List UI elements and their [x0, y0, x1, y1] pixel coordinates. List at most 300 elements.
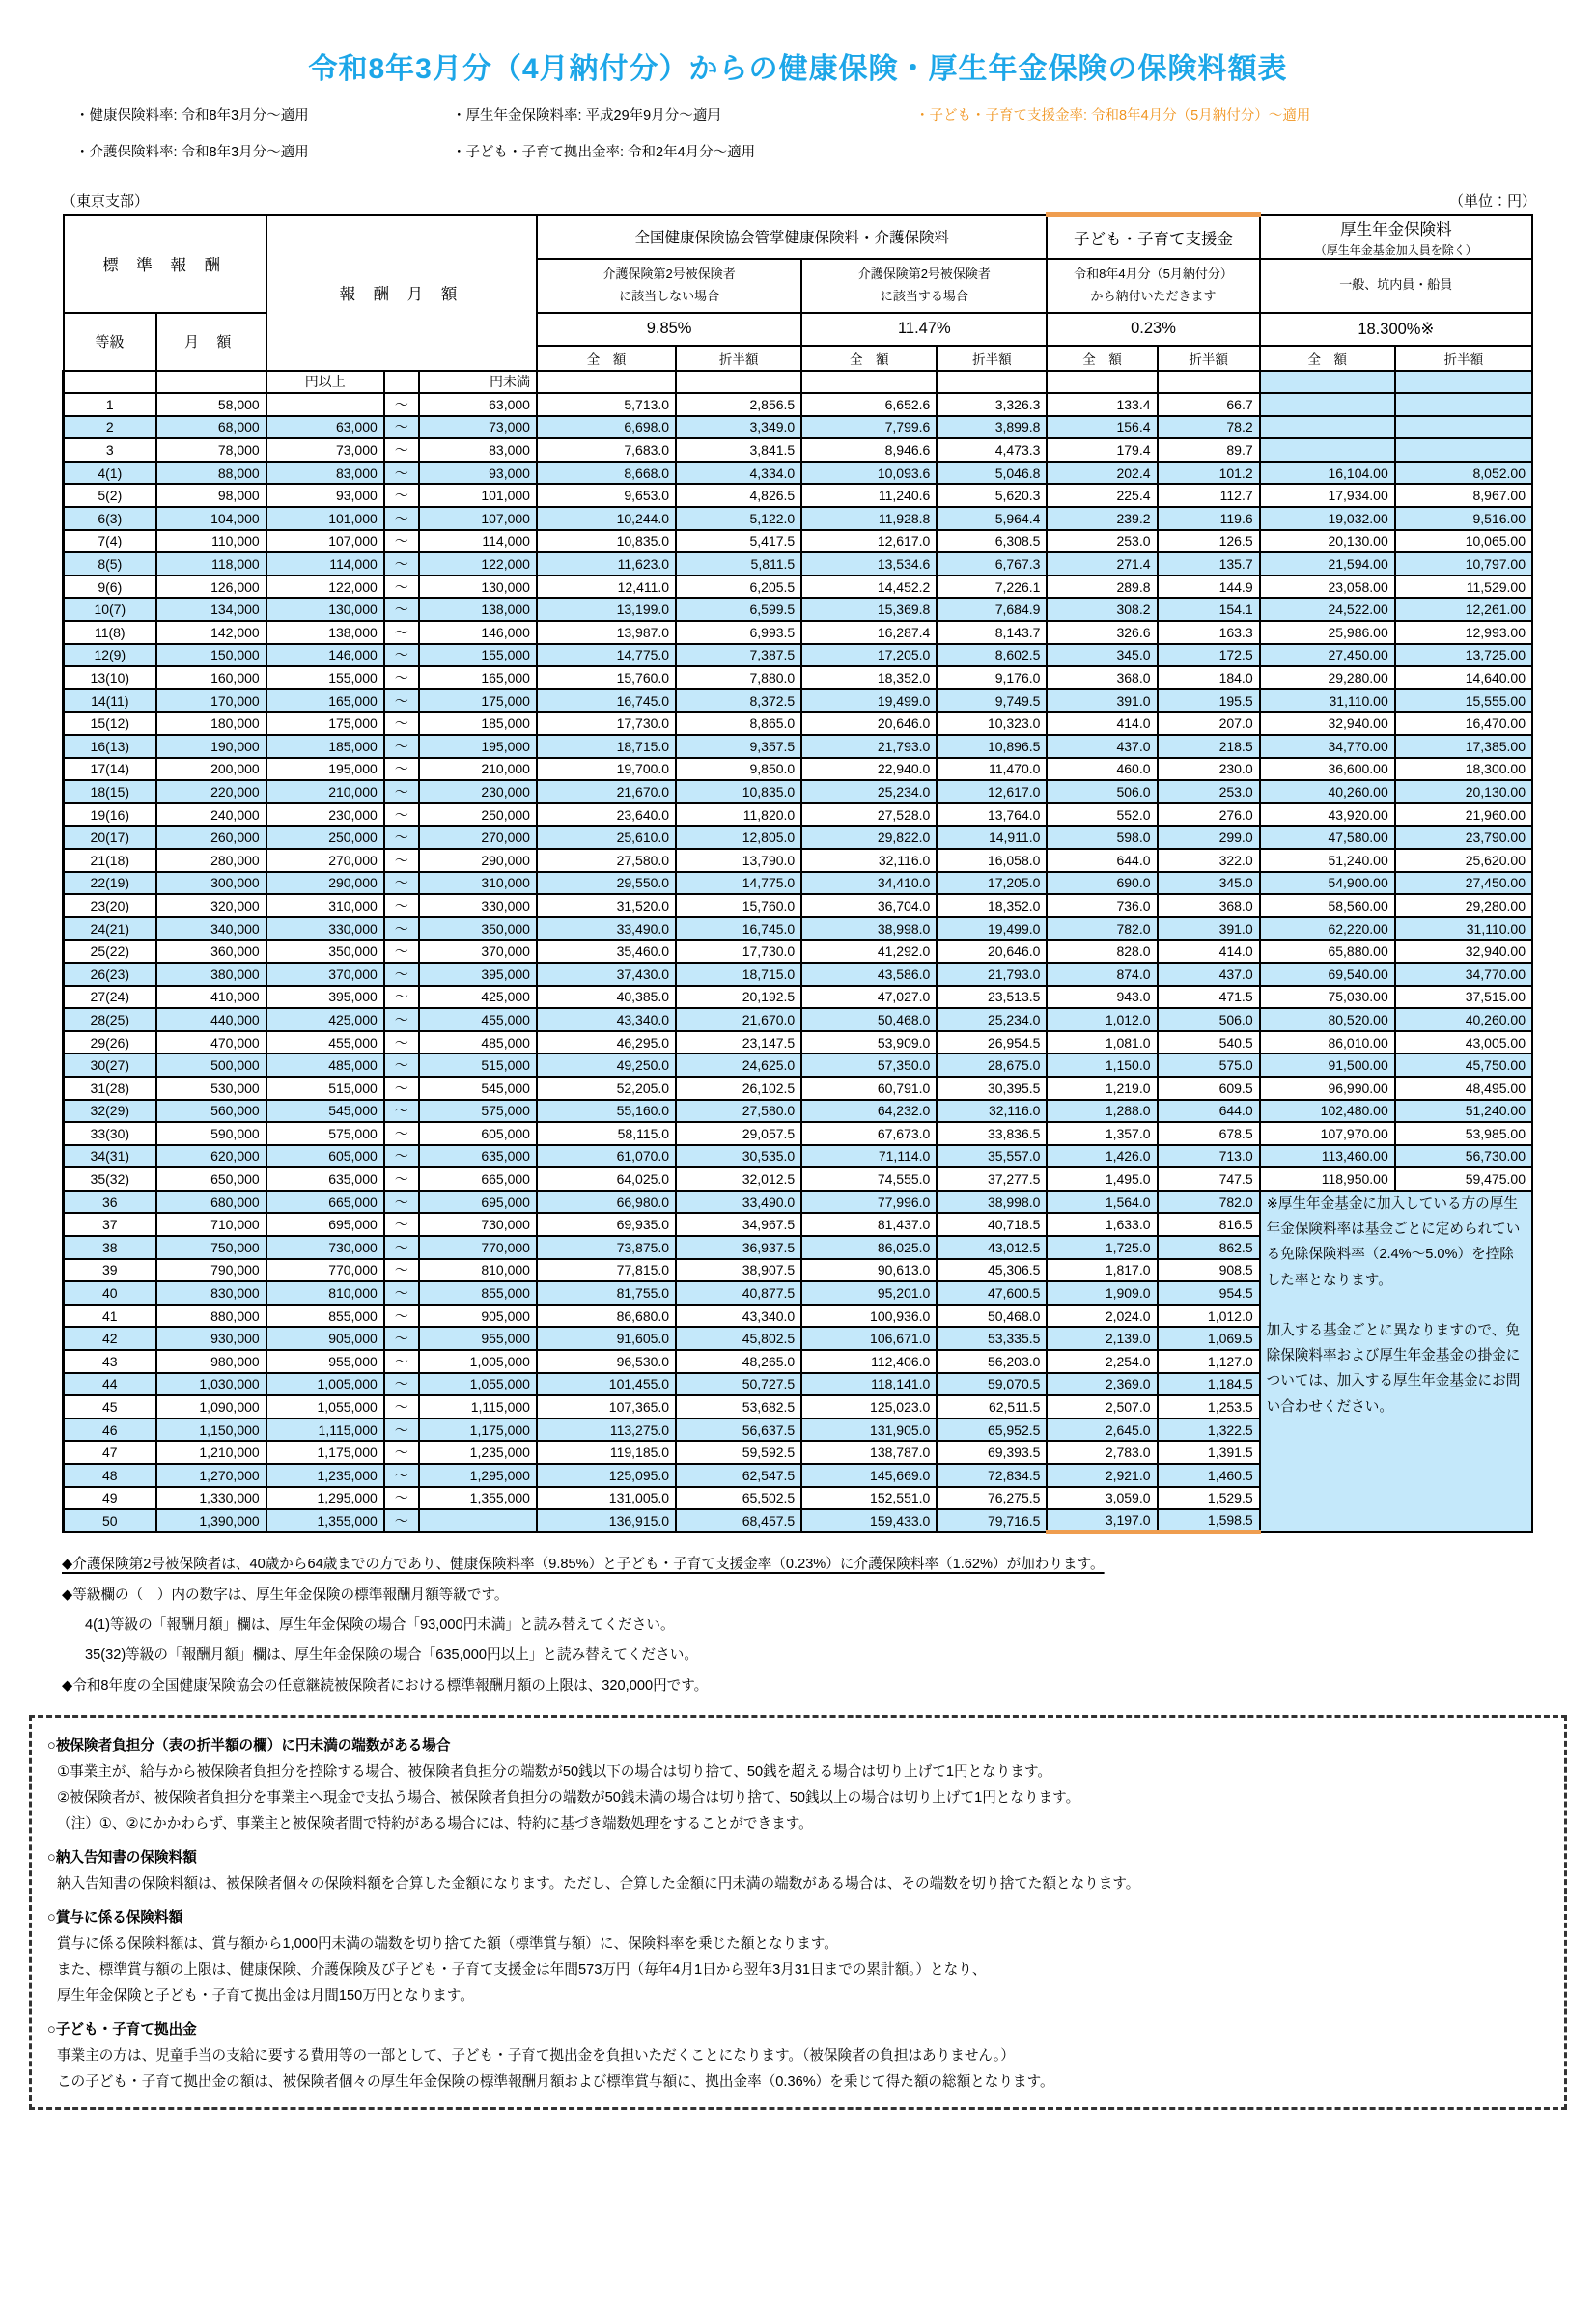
- cell-pension-full: 58,560.00: [1260, 894, 1395, 917]
- cell-grade: 30(27): [64, 1053, 156, 1077]
- table-meta-row: [0, 183, 1596, 212]
- cell-lower: 485,000: [266, 1053, 384, 1077]
- cell-health-full: 27,580.0: [537, 849, 676, 872]
- cell-health-full: 29,550.0: [537, 872, 676, 895]
- cell-pension-full: 31,110.00: [1260, 689, 1395, 713]
- cell-support-half: 119.6: [1158, 507, 1260, 530]
- table-row: [64, 484, 1533, 507]
- cell-monthly: 190,000: [156, 735, 266, 758]
- cell-support-half: 163.3: [1158, 621, 1260, 644]
- cell-tilde: ～: [384, 552, 419, 576]
- cell-monthly: 930,000: [156, 1327, 266, 1350]
- cell-tilde: ～: [384, 803, 419, 827]
- cell-grade: 17(14): [64, 758, 156, 781]
- cell-support-full: 828.0: [1047, 940, 1157, 963]
- box-section-title: ○子ども・子育て拠出金: [47, 2022, 197, 2037]
- cell-grade: 41: [64, 1305, 156, 1328]
- cell-care-half: 10,896.5: [937, 735, 1047, 758]
- cell-pension-half: 23,790.00: [1395, 826, 1532, 849]
- table-row: [64, 894, 1533, 917]
- cell-tilde: ～: [384, 1418, 419, 1442]
- cell-lower: 185,000: [266, 735, 384, 758]
- cell-health-half: 65,502.5: [676, 1487, 801, 1510]
- table-row: [64, 1167, 1533, 1191]
- table-row: [64, 644, 1533, 667]
- cell-care-half: 79,716.5: [937, 1509, 1047, 1532]
- cell-support-half: 345.0: [1158, 872, 1260, 895]
- cell-pension-half: [1395, 393, 1532, 416]
- cell-grade: 42: [64, 1327, 156, 1350]
- cell-tilde: ～: [384, 1008, 419, 1031]
- cell-care-full: 74,555.0: [801, 1167, 937, 1191]
- cell-pension-full: 20,130.00: [1260, 530, 1395, 553]
- cell-upper: 575,000: [419, 1100, 537, 1123]
- cell-upper: 605,000: [419, 1122, 537, 1145]
- pension-group-subtitle: （厚生年金基金加入員を除く）: [1314, 242, 1477, 257]
- cell-tilde: ～: [384, 1031, 419, 1054]
- footnote-text: 35(32)等級の「報酬月額」欄は、厚生年金保険の場合「635,000円以上」と読み替えてください。: [85, 1647, 698, 1664]
- cell-monthly: 340,000: [156, 917, 266, 941]
- cell-care-full: 100,936.0: [801, 1305, 937, 1328]
- cell-upper: 695,000: [419, 1191, 537, 1214]
- table-row: [64, 940, 1533, 963]
- cell-support-full: 368.0: [1047, 666, 1157, 689]
- header-kyokai-group: 全国健康保険協会管掌健康保険料・介護保険料: [537, 215, 1047, 259]
- cell-care-full: 131,905.0: [801, 1418, 937, 1442]
- cell-pension-half: 21,960.00: [1395, 803, 1532, 827]
- cell-support-half: 1,322.5: [1158, 1418, 1260, 1442]
- cell-health-full: 101,455.0: [537, 1373, 676, 1396]
- support-period-line2: から納付いただきます: [1090, 288, 1217, 303]
- cell-monthly: 160,000: [156, 666, 266, 689]
- cell-tilde: ～: [384, 1122, 419, 1145]
- rate-health: 9.85%: [537, 313, 801, 346]
- cell-support-half: 1,529.5: [1158, 1487, 1260, 1510]
- cell-lower: 770,000: [266, 1259, 384, 1282]
- box-section-line: この子ども・子育て拠出金の額は、被保険者個々の厚生年金保険の標準報酬月額および標準賞与額に、拠出金率（0.36%）を乗じて得た額の総額となります。: [57, 2073, 1054, 2090]
- box-section-line: 納入告知書の保険料額は、被保険者個々の保険料額を合算した金額になります。ただし、合算した金額に円未満の端数がある場合は、その端数を切り捨てた額となります。: [57, 1876, 1140, 1893]
- cell-monthly: 134,000: [156, 598, 266, 621]
- cell-health-half: 26,102.5: [676, 1077, 801, 1100]
- cell-health-half: 56,637.5: [676, 1418, 801, 1442]
- cell-grade: 34(31): [64, 1145, 156, 1168]
- cell-care-full: 6,652.6: [801, 393, 937, 416]
- cell-upper: 1,355,000: [419, 1487, 537, 1510]
- cell-care-half: 26,954.5: [937, 1031, 1047, 1054]
- footnote: [85, 1611, 1596, 1641]
- cell-grade: 14(11): [64, 689, 156, 713]
- cell-pension-full: 118,950.00: [1260, 1167, 1395, 1191]
- header-care-not-applicable: [537, 259, 801, 313]
- cell-upper: 250,000: [419, 803, 537, 827]
- cell-care-full: [801, 371, 937, 394]
- cell-health-full: 46,295.0: [537, 1031, 676, 1054]
- cell-pension-half: 37,515.00: [1395, 986, 1532, 1009]
- cell-care-full: 67,673.0: [801, 1122, 937, 1145]
- rate-health-care: 11.47%: [801, 313, 1047, 346]
- unit-label: （単位：円）: [1448, 193, 1536, 210]
- cell-monthly: 150,000: [156, 644, 266, 667]
- cell-pension-half: 10,065.00: [1395, 530, 1532, 553]
- box-section-line: ②被保険者が、被保険者負担分を事業主へ現金で支払う場合、被保険者負担分の端数が50銭未満の場合は切り捨て、50銭以上の場合は切り上げて1円となります。: [57, 1790, 1080, 1807]
- cell-support-half: 154.1: [1158, 598, 1260, 621]
- cell-health-full: [537, 371, 676, 394]
- cell-health-half: 48,265.0: [676, 1350, 801, 1373]
- cell-support-full: 133.4: [1047, 393, 1157, 416]
- rate-note-care: ・介護保険料率: 令和8年3月分～適用: [75, 145, 309, 160]
- table-row: [64, 803, 1533, 827]
- branch-label: （東京支部）: [62, 193, 150, 210]
- cell-health-half: 5,122.0: [676, 507, 801, 530]
- cell-lower: 1,295,000: [266, 1487, 384, 1510]
- cell-pension-half: 51,240.00: [1395, 1100, 1532, 1123]
- cell-health-half: 7,387.5: [676, 644, 801, 667]
- cell-upper: 1,295,000: [419, 1464, 537, 1487]
- cell-care-full: 64,232.0: [801, 1100, 937, 1123]
- cell-tilde: ～: [384, 826, 419, 849]
- header-health-full: 全 額: [537, 346, 676, 371]
- table-row: [64, 576, 1533, 599]
- cell-tilde: ～: [384, 576, 419, 599]
- cell-upper: 195,000: [419, 735, 537, 758]
- cell-support-full: 2,783.0: [1047, 1441, 1157, 1464]
- cell-support-half: 126.5: [1158, 530, 1260, 553]
- cell-monthly: 620,000: [156, 1145, 266, 1168]
- cell-health-half: 13,790.0: [676, 849, 801, 872]
- cell-monthly: 200,000: [156, 758, 266, 781]
- cell-health-full: 8,668.0: [537, 462, 676, 485]
- cell-tilde: ～: [384, 1281, 419, 1305]
- cell-tilde: ～: [384, 712, 419, 735]
- cell-grade: 40: [64, 1281, 156, 1305]
- cell-support-half: 414.0: [1158, 940, 1260, 963]
- cell-monthly: 360,000: [156, 940, 266, 963]
- cell-care-full: 60,791.0: [801, 1077, 937, 1100]
- cell-pension-full: 25,986.00: [1260, 621, 1395, 644]
- cell-health-half: 15,760.0: [676, 894, 801, 917]
- cell-pension-full: 91,500.00: [1260, 1053, 1395, 1077]
- cell-monthly: 1,390,000: [156, 1509, 266, 1532]
- cell-monthly: 104,000: [156, 507, 266, 530]
- cell-health-full: 86,680.0: [537, 1305, 676, 1328]
- cell-support-full: 2,024.0: [1047, 1305, 1157, 1328]
- cell-care-full: 27,528.0: [801, 803, 937, 827]
- cell-support-half: 747.5: [1158, 1167, 1260, 1191]
- table-row: [64, 758, 1533, 781]
- cell-lower: 63,000: [266, 416, 384, 439]
- cell-pension-half: 20,130.00: [1395, 780, 1532, 803]
- cell-lower: 905,000: [266, 1327, 384, 1350]
- cell-health-half: 23,147.5: [676, 1031, 801, 1054]
- cell-tilde: ～: [384, 917, 419, 941]
- cell-grade: 37: [64, 1213, 156, 1236]
- box-section-line: 厚生年金保険と子ども・子育て拠出金は月間150万円となります。: [57, 1988, 474, 2005]
- cell-care-full: 8,946.6: [801, 438, 937, 462]
- cell-care-full: 25,234.0: [801, 780, 937, 803]
- cell-grade: 25(22): [64, 940, 156, 963]
- cell-tilde: ～: [384, 1395, 419, 1418]
- cell-pension-half: 56,730.00: [1395, 1145, 1532, 1168]
- cell-pension-full: 69,540.00: [1260, 963, 1395, 986]
- table-row: [64, 530, 1533, 553]
- page-title: 令和8年3月分（4月納付分）からの健康保険・厚生年金保険の保険料額表: [308, 53, 1288, 85]
- table-row: [64, 712, 1533, 735]
- cell-tilde: ～: [384, 1327, 419, 1350]
- cell-care-full: 38,998.0: [801, 917, 937, 941]
- table-row: [64, 917, 1533, 941]
- cell-lower: 122,000: [266, 576, 384, 599]
- cell-support-full: 2,139.0: [1047, 1327, 1157, 1350]
- cell-care-half: 9,176.0: [937, 666, 1047, 689]
- footnote-text: ◆等級欄の（ ）内の数字は、厚生年金保険の標準報酬月額等級です。: [62, 1587, 509, 1603]
- cell-grade: 21(18): [64, 849, 156, 872]
- header-support-full: 全 額: [1047, 346, 1157, 371]
- cell-tilde: ～: [384, 1464, 419, 1487]
- cell-care-half: 40,718.5: [937, 1213, 1047, 1236]
- cell-care-half: 65,952.5: [937, 1418, 1047, 1442]
- cell-support-half: 66.7: [1158, 393, 1260, 416]
- cell-tilde: ～: [384, 1350, 419, 1373]
- cell-support-full: 1,564.0: [1047, 1191, 1157, 1214]
- cell-care-full: 21,793.0: [801, 735, 937, 758]
- cell-care-half: 25,234.0: [937, 1008, 1047, 1031]
- cell-support-half: 299.0: [1158, 826, 1260, 849]
- cell-upper: 270,000: [419, 826, 537, 849]
- cell-support-full: 437.0: [1047, 735, 1157, 758]
- cell-grade: 24(21): [64, 917, 156, 941]
- cell-grade: 23(20): [64, 894, 156, 917]
- care-applicable-line2: に該当する場合: [880, 288, 968, 303]
- cell-care-full: 13,534.6: [801, 552, 937, 576]
- cell-health-half: 6,993.5: [676, 621, 801, 644]
- cell-pension-full: 16,104.00: [1260, 462, 1395, 485]
- cell-support-half: 144.9: [1158, 576, 1260, 599]
- cell-support-half: 1,069.5: [1158, 1327, 1260, 1350]
- cell-lower: 695,000: [266, 1213, 384, 1236]
- cell-health-half: 3,349.0: [676, 416, 801, 439]
- cell-pension-half: 8,052.00: [1395, 462, 1532, 485]
- cell-tilde: ～: [384, 1487, 419, 1510]
- cell-pension-full: 54,900.00: [1260, 872, 1395, 895]
- cell-upper: 175,000: [419, 689, 537, 713]
- cell-grade: 19(16): [64, 803, 156, 827]
- cell-monthly: [156, 371, 266, 394]
- cell-support-full: 874.0: [1047, 963, 1157, 986]
- cell-tilde: ～: [384, 666, 419, 689]
- cell-health-half: 14,775.0: [676, 872, 801, 895]
- cell-care-full: 159,433.0: [801, 1509, 937, 1532]
- cell-support-half: 1,127.0: [1158, 1350, 1260, 1373]
- cell-care-half: 69,393.5: [937, 1441, 1047, 1464]
- cell-care-full: 32,116.0: [801, 849, 937, 872]
- cell-support-full: 2,369.0: [1047, 1373, 1157, 1396]
- rate-note-health: ・健康保険料率: 令和8年3月分～適用: [75, 108, 309, 124]
- cell-care-half: 38,998.0: [937, 1191, 1047, 1214]
- cell-support-half: 1,184.5: [1158, 1373, 1260, 1396]
- cell-upper: 1,175,000: [419, 1418, 537, 1442]
- cell-care-full: 57,350.0: [801, 1053, 937, 1077]
- cell-care-full: 11,928.8: [801, 507, 937, 530]
- cell-health-full: 10,244.0: [537, 507, 676, 530]
- cell-tilde: ～: [384, 1167, 419, 1191]
- cell-support-half: 609.5: [1158, 1077, 1260, 1100]
- cell-grade: 10(7): [64, 598, 156, 621]
- cell-health-full: 13,199.0: [537, 598, 676, 621]
- cell-care-half: 18,352.0: [937, 894, 1047, 917]
- cell-lower: 73,000: [266, 438, 384, 462]
- cell-support-half: 644.0: [1158, 1100, 1260, 1123]
- cell-care-half: 17,205.0: [937, 872, 1047, 895]
- cell-upper: 730,000: [419, 1213, 537, 1236]
- cell-lower: 83,000: [266, 462, 384, 485]
- cell-grade: 8(5): [64, 552, 156, 576]
- care-not-applicable-line1: 介護保険第2号被保険者: [602, 266, 736, 281]
- cell-grade: 35(32): [64, 1167, 156, 1191]
- cell-pension-full: [1260, 416, 1395, 439]
- cell-care-full: 41,292.0: [801, 940, 937, 963]
- cell-lower: 101,000: [266, 507, 384, 530]
- cell-pension-full: 107,970.00: [1260, 1122, 1395, 1145]
- cell-grade: [64, 371, 156, 394]
- cell-lower: 350,000: [266, 940, 384, 963]
- cell-support-half: 816.5: [1158, 1213, 1260, 1236]
- table-row: [64, 1031, 1533, 1054]
- table-row: [64, 986, 1533, 1009]
- cell-care-half: 47,600.5: [937, 1281, 1047, 1305]
- cell-support-half: 112.7: [1158, 484, 1260, 507]
- cell-tilde: ～: [384, 963, 419, 986]
- cell-health-half: 2,856.5: [676, 393, 801, 416]
- cell-support-half: 1,460.5: [1158, 1464, 1260, 1487]
- rate-support: 0.23%: [1047, 313, 1259, 346]
- cell-pension-half: 34,770.00: [1395, 963, 1532, 986]
- cell-pension-half: 48,495.00: [1395, 1077, 1532, 1100]
- cell-health-full: 35,460.0: [537, 940, 676, 963]
- cell-support-full: 690.0: [1047, 872, 1157, 895]
- cell-upper: 1,055,000: [419, 1373, 537, 1396]
- cell-lower: 575,000: [266, 1122, 384, 1145]
- header-grade: 等級: [64, 313, 156, 371]
- cell-pension-half: [1395, 438, 1532, 462]
- cell-lower: 395,000: [266, 986, 384, 1009]
- cell-support-half: 89.7: [1158, 438, 1260, 462]
- cell-care-half: 12,617.0: [937, 780, 1047, 803]
- cell-care-full: 125,023.0: [801, 1395, 937, 1418]
- cell-care-full: 11,240.6: [801, 484, 937, 507]
- box-section-line: 賞与に係る保険料額は、賞与額から1,000円未満の端数を切り捨てた額（標準賞与額）に、保険料率を乗じた額となります。: [57, 1936, 838, 1952]
- table-row: [64, 1191, 1533, 1214]
- cell-upper: 290,000: [419, 849, 537, 872]
- cell-support-full: 1,725.0: [1047, 1236, 1157, 1259]
- cell-care-half: 23,513.5: [937, 986, 1047, 1009]
- cell-pension-full: 65,880.00: [1260, 940, 1395, 963]
- cell-care-half: 6,767.3: [937, 552, 1047, 576]
- cell-monthly: 300,000: [156, 872, 266, 895]
- cell-support-half: 135.7: [1158, 552, 1260, 576]
- cell-health-half: 8,372.5: [676, 689, 801, 713]
- cell-support-half: 713.0: [1158, 1145, 1260, 1168]
- cell-health-half: 38,907.5: [676, 1259, 801, 1282]
- cell-grade: 3: [64, 438, 156, 462]
- cell-pension-half: 43,005.00: [1395, 1031, 1532, 1054]
- cell-health-half: 40,877.5: [676, 1281, 801, 1305]
- cell-care-half: [937, 371, 1047, 394]
- cell-pension-full: 86,010.00: [1260, 1031, 1395, 1054]
- pension-fund-note-paragraph: ※厚生年金基金に加入している方の厚生年金保険料率は基金ごとに定められている免除保険料率（2.4%～5.0%）を控除した率となります。: [1266, 1195, 1521, 1288]
- header-pension-type: 一般、坑内員・船員: [1260, 259, 1532, 313]
- table-row: [64, 621, 1533, 644]
- cell-health-half: 7,880.0: [676, 666, 801, 689]
- cell-monthly: 590,000: [156, 1122, 266, 1145]
- cell-upper: 810,000: [419, 1259, 537, 1282]
- cell-health-full: 31,520.0: [537, 894, 676, 917]
- cell-monthly: 790,000: [156, 1259, 266, 1282]
- cell-care-half: 8,602.5: [937, 644, 1047, 667]
- cell-monthly: 240,000: [156, 803, 266, 827]
- cell-pension-full: 34,770.00: [1260, 735, 1395, 758]
- cell-health-half: 43,340.0: [676, 1305, 801, 1328]
- cell-lower: 370,000: [266, 963, 384, 986]
- table-row: [64, 963, 1533, 986]
- cell-pension-half: 10,797.00: [1395, 552, 1532, 576]
- cell-care-full: 36,704.0: [801, 894, 937, 917]
- cell-monthly: 110,000: [156, 530, 266, 553]
- cell-health-full: 11,623.0: [537, 552, 676, 576]
- cell-pension-full: 21,594.00: [1260, 552, 1395, 576]
- cell-lower: 605,000: [266, 1145, 384, 1168]
- cell-grade: 33(30): [64, 1122, 156, 1145]
- cell-health-full: 69,935.0: [537, 1213, 676, 1236]
- cell-care-half: 5,046.8: [937, 462, 1047, 485]
- cell-lower: 515,000: [266, 1077, 384, 1100]
- cell-support-full: 326.6: [1047, 621, 1157, 644]
- notes-box: [29, 1715, 1567, 2110]
- cell-support-full: 414.0: [1047, 712, 1157, 735]
- table-row: [64, 416, 1533, 439]
- cell-grade: 26(23): [64, 963, 156, 986]
- box-section-line: （注）①、②にかかわらず、事業主と被保険者間で特約がある場合には、特約に基づき端数処理をすることができます。: [57, 1816, 813, 1833]
- rate-note-contribution: ・子ども・子育て拠出金率: 令和2年4月分～適用: [452, 145, 756, 160]
- cell-monthly: 830,000: [156, 1281, 266, 1305]
- cell-monthly: 320,000: [156, 894, 266, 917]
- cell-grade: 22(19): [64, 872, 156, 895]
- cell-care-full: 118,141.0: [801, 1373, 937, 1396]
- cell-lower: 114,000: [266, 552, 384, 576]
- cell-health-full: 55,160.0: [537, 1100, 676, 1123]
- rate-note-pension: ・厚生年金保険料率: 平成29年9月分～適用: [452, 108, 721, 124]
- cell-tilde: ～: [384, 1100, 419, 1123]
- cell-care-half: 19,499.0: [937, 917, 1047, 941]
- cell-lower: 455,000: [266, 1031, 384, 1054]
- cell-lower: 1,005,000: [266, 1373, 384, 1396]
- cell-pension-full: 32,940.00: [1260, 712, 1395, 735]
- cell-pension-half: 29,280.00: [1395, 894, 1532, 917]
- cell-health-full: 19,700.0: [537, 758, 676, 781]
- table-row: [64, 438, 1533, 462]
- cell-health-full: 6,698.0: [537, 416, 676, 439]
- cell-health-full: 81,755.0: [537, 1281, 676, 1305]
- cell-health-half: 62,547.5: [676, 1464, 801, 1487]
- pension-fund-note: [1260, 1191, 1532, 1532]
- cell-health-half: 24,625.0: [676, 1053, 801, 1077]
- cell-health-full: 64,025.0: [537, 1167, 676, 1191]
- cell-lower: 1,055,000: [266, 1395, 384, 1418]
- cell-care-half: 5,620.3: [937, 484, 1047, 507]
- cell-support-half: 954.5: [1158, 1281, 1260, 1305]
- header-support-period: [1047, 259, 1259, 313]
- cell-care-full: 81,437.0: [801, 1213, 937, 1236]
- cell-monthly: 118,000: [156, 552, 266, 576]
